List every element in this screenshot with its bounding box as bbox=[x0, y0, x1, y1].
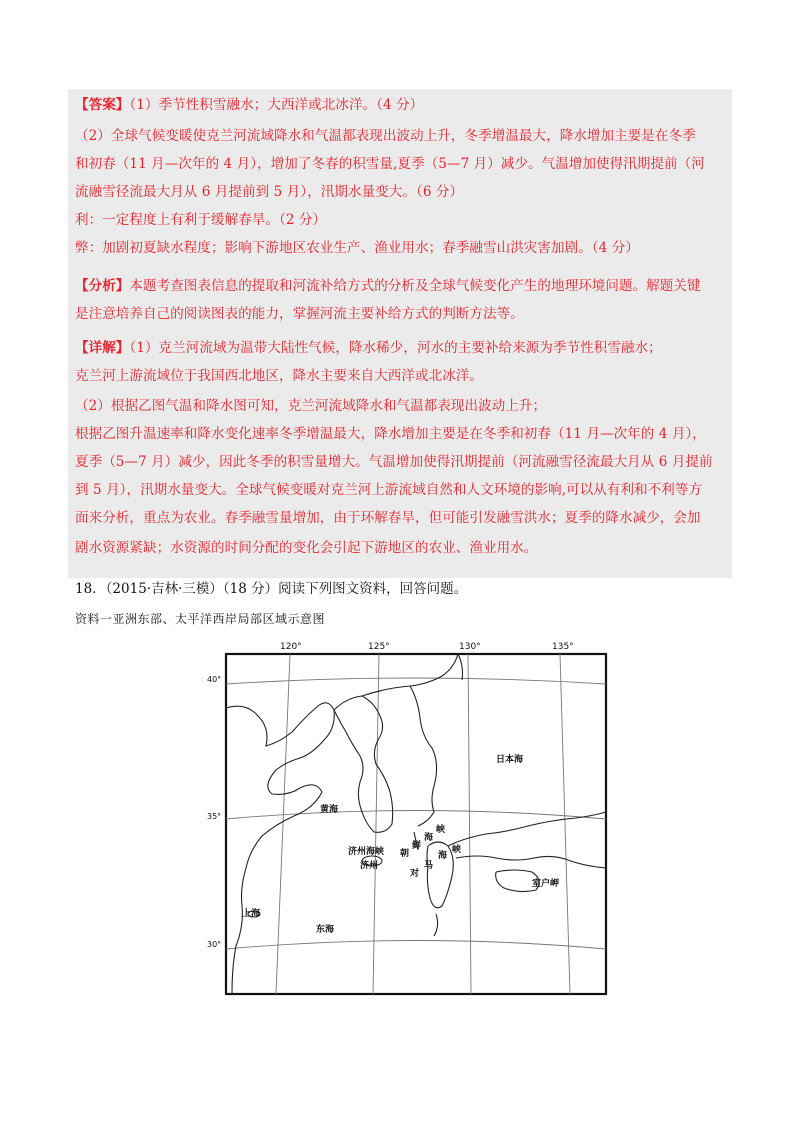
answer-tag: 【答案】 bbox=[75, 97, 130, 113]
label-jeju: 济州 bbox=[360, 861, 379, 871]
answer-tag: 【分析】 bbox=[75, 278, 130, 294]
answer-line-text: （1）季节性积雪融水；大西洋或北冰洋。（4 分） bbox=[129, 97, 424, 113]
answer-line bbox=[75, 452, 713, 472]
answer-line bbox=[75, 424, 706, 444]
answer-line bbox=[75, 182, 463, 202]
answer-line-text: 剧水资源紧缺；水资源的时间分配的变化会引起下游地区的农业、渔业用水。 bbox=[75, 540, 538, 556]
lat-label-40: 40° bbox=[207, 675, 222, 684]
figure-caption: 资料一亚洲东部、太平洋西岸局部区域示意图 bbox=[75, 612, 326, 626]
answer-line-text: 到 5 月），汛期水量变大。全球气候变暖对克兰河上游流域自然和人文环境的影响,可以从有利和不利等方 bbox=[75, 482, 703, 498]
answer-line bbox=[75, 154, 705, 174]
question-18-stem: 18．（2015·吉林·三模）（18 分）阅读下列图文资料，回答问题。 bbox=[75, 581, 468, 597]
lat-label-30: 30° bbox=[207, 940, 222, 949]
answer-line bbox=[75, 396, 546, 416]
answer-line bbox=[75, 304, 524, 324]
answer-line-text: 本题考查图表信息的提取和河流补给方式的分析及全球气候变化产生的地理环境问题。解题关键 bbox=[129, 278, 701, 294]
label-jeju-strait: 济州海峡 bbox=[348, 847, 385, 857]
label-korea-strait-3: 海 bbox=[424, 833, 434, 843]
answer-line bbox=[75, 276, 701, 296]
label-muroto: 室户岬 bbox=[532, 879, 560, 889]
answer-line bbox=[75, 238, 639, 258]
label-tsushima-2: 马 bbox=[424, 861, 434, 871]
label-korea-strait-1: 朝 bbox=[400, 849, 410, 859]
label-sea-of-japan: 日本海 bbox=[496, 755, 524, 765]
answer-line-text: 流融雪径流最大月从 6 月提前到 5 月），汛期水量变大。（6 分） bbox=[75, 184, 464, 200]
answer-line bbox=[75, 95, 423, 115]
label-tsushima-4: 峡 bbox=[452, 845, 462, 855]
answer-line bbox=[75, 210, 326, 230]
label-korea-strait-2: 鲜 bbox=[412, 841, 422, 851]
label-tsushima-3: 海 bbox=[438, 851, 448, 861]
label-yellow-sea: 黄海 bbox=[320, 805, 339, 815]
answer-line-text: 弊：加剧初夏缺水程度；影响下游地区农业生产、渔业用水；春季融雪山洪灾害加剧。（4 分） bbox=[75, 240, 639, 256]
answer-line-text: 利：一定程度上有利于缓解春旱。（2 分） bbox=[75, 212, 327, 228]
answer-line-text: 和初春（11 月—次年的 4 月），增加了冬春的积雪量,夏季（5—7 月）减少。气温增加使得汛期提前（河 bbox=[75, 156, 705, 172]
answer-tag: 【详解】 bbox=[75, 340, 130, 356]
answer-line-text: 是注意培养自己的阅读图表的能力，掌握河流主要补给方式的判断方法等。 bbox=[75, 306, 524, 322]
lon-label-120: 120° bbox=[280, 642, 302, 652]
lat-label-35: 35° bbox=[207, 812, 222, 821]
answer-line-text: 面来分析，重点为农业。春季融雪量增加，由于环解春旱，但可能引发融雪洪水；夏季的降水减少，会加 bbox=[75, 510, 701, 526]
answer-line bbox=[75, 508, 701, 528]
answer-line bbox=[75, 538, 537, 558]
answer-line-text: （2）根据乙图气温和降水图可知，克兰河流域降水和气温都表现出波动上升； bbox=[75, 398, 547, 414]
east-asia-map bbox=[196, 636, 616, 1000]
lon-label-135: 135° bbox=[552, 642, 574, 652]
answer-line bbox=[75, 338, 662, 358]
lon-label-130: 130° bbox=[459, 642, 481, 652]
lon-label-125: 125° bbox=[368, 642, 390, 652]
answer-line bbox=[75, 126, 696, 146]
answer-line-text: 克兰河上游流域位于我国西北地区，降水主要来自大西洋或北冰洋。 bbox=[75, 368, 483, 384]
answer-line-text: （1）克兰河流域为温带大陆性气候，降水稀少，河水的主要补给来源为季节性积雪融水； bbox=[129, 340, 662, 356]
answer-line-text: 根据乙图升温速率和降水变化速率冬季增温最大，降水增加主要是在冬季和初春（11 月—次年的 4 月）， bbox=[75, 426, 706, 442]
answer-line-text: （2）全球气候变暖使克兰河流域降水和气温都表现出波动上升，冬季增温最大，降水增加主要是在冬季 bbox=[75, 128, 696, 144]
answer-line bbox=[75, 480, 702, 500]
label-korea-strait-4: 峡 bbox=[436, 825, 446, 835]
answer-line bbox=[75, 366, 483, 386]
label-east-sea: 东海 bbox=[316, 925, 335, 935]
label-shanghai: 上海 bbox=[242, 909, 261, 919]
answer-line-text: 夏季（5—7 月）减少，因此冬季的积雪量增大。气温增加使得汛期提前（河流融雪径流最大月从 6 月提前 bbox=[75, 454, 713, 470]
label-tsushima-1: 对 bbox=[410, 869, 420, 879]
